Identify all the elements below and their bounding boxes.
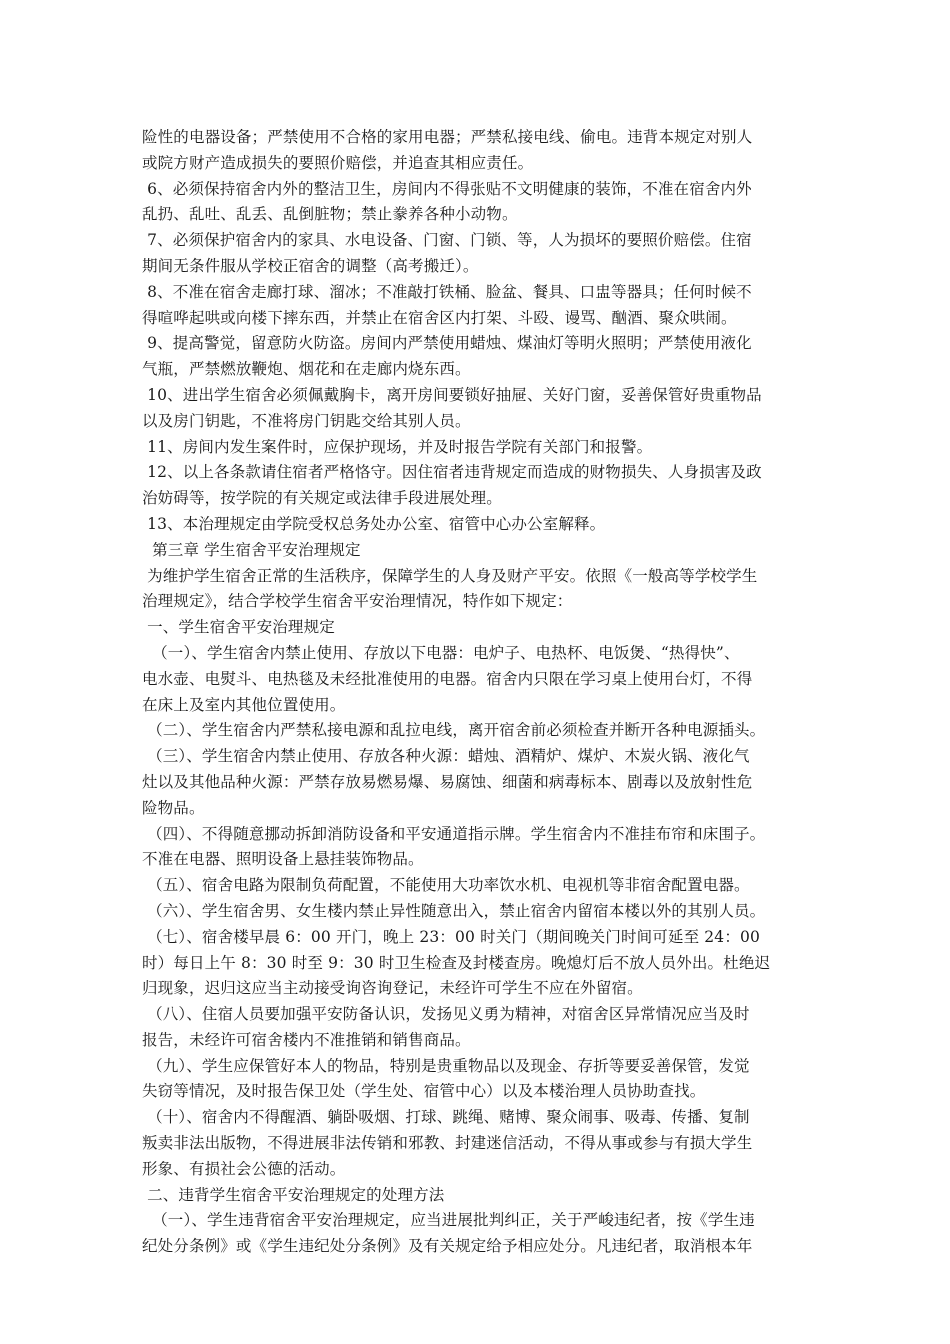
text-line: （一）、学生宿舍内禁止使用、存放以下电器：电炉子、电热杯、电饭煲、“热得快”、	[142, 643, 740, 662]
text-line: 6、必须保持宿舍内外的整洁卫生，房间内不得张贴不文明健康的装饰，不准在宿舍内外	[142, 179, 752, 198]
text-line: 在床上及室内其他位置使用。	[142, 695, 346, 714]
text-line: （七）、宿舍楼早晨 6：00 开门，晚上 23：00 时关门（期间晚关门时间可延至 24：00	[142, 927, 760, 946]
text-line: （六）、学生宿舍男、女生楼内禁止异性随意出入，禁止宿舍内留宿本楼以外的其别人员。	[142, 901, 766, 920]
text-line: 气瓶，严禁燃放鞭炮、烟花和在走廊内烧东西。	[142, 360, 471, 379]
text-line: 叛卖非法出版物，不得进展非法传销和邪教、封建迷信活动，不得从事或参与有损大学生	[142, 1134, 753, 1153]
text-line: 治妨碍等，按学院的有关规定或法律手段进展处理。	[142, 489, 502, 508]
text-line: 10、进出学生宿舍必须佩戴胸卡，离开房间要锁好抽屉、关好门窗，妥善保管好贵重物品	[142, 385, 762, 404]
text-line: 期间无条件服从学校正宿舍的调整（高考搬迁）。	[142, 256, 479, 275]
text-line: 一、学生宿舍平安治理规定	[142, 618, 335, 637]
text-line: 电水壶、电熨斗、电热毯及未经批准使用的电器。宿舍内只限在学习桌上使用台灯，不得	[142, 669, 753, 688]
document-body	[142, 125, 822, 1260]
text-line: 乱扔、乱吐、乱丢、乱倒脏物；禁止豢养各种小动物。	[142, 205, 518, 224]
text-line: 灶以及其他品种火源：严禁存放易燃易爆、易腐蚀、细菌和病毒标本、剧毒以及放射性危	[142, 772, 753, 791]
text-line: 形象、有损社会公德的活动。	[142, 1159, 346, 1178]
text-line: 时）每日上午 8：30 时至 9：30 时卫生检查及封楼查房。晚熄灯后不放人员外出。杜绝迟	[142, 953, 771, 972]
text-line: 8、不准在宿舍走廊打球、溜冰；不准敲打铁桶、脸盆、餐具、口盅等器具；任何时候不	[142, 282, 752, 301]
text-line: 险物品。	[142, 798, 205, 817]
text-line: 为维护学生宿舍正常的生活秩序，保障学生的人身及财产平安。依照《一般高等学校学生	[142, 566, 758, 585]
text-line: 纪处分条例》或《学生违纪处分条例》及有关规定给予相应处分。凡违纪者，取消根本年	[142, 1237, 753, 1256]
text-line: 12、以上各条款请住宿者严格恪守。因住宿者违背规定而造成的财物损失、人身损害及政	[142, 463, 762, 482]
text-line: 归现象，迟归这应当主动接受询咨询登记，未经许可学生不应在外留宿。	[142, 979, 643, 998]
text-line: 11、房间内发生案件时，应保护现场，并及时报告学院有关部门和报警。	[142, 437, 653, 456]
text-line: 二、违背学生宿舍平安治理规定的处理方法	[142, 1185, 445, 1204]
text-line: 治理规定》，结合学校学生宿舍平安治理情况，特作如下规定：	[142, 592, 573, 611]
text-line: 或院方财产造成损失的要照价赔偿，并追查其相应责任。	[142, 153, 534, 172]
text-line: （五）、宿舍电路为限制负荷配置，不能使用大功率饮水机、电视机等非宿舍配置电器。	[142, 876, 750, 895]
text-line: 9、提高警觉，留意防火防盗。房间内严禁使用蜡烛、煤油灯等明火照明；严禁使用液化	[142, 334, 752, 353]
text-line: 13、本治理规定由学院受权总务处办公室、宿管中心办公室解释。	[142, 514, 606, 533]
text-line: 报告，未经许可宿舍楼内不准推销和销售商品。	[142, 1030, 471, 1049]
text-line: 不准在电器、照明设备上悬挂装饰物品。	[142, 850, 424, 869]
text-line: （一）、学生违背宿舍平安治理规定，应当进展批判纠正，关于严峻违纪者，按《学生违	[142, 1211, 755, 1230]
text-line: （九）、学生应保管好本人的物品，特别是贵重物品以及现金、存折等要妥善保管，发觉	[142, 1056, 750, 1075]
text-line: 7、必须保护宿舍内的家具、水电设备、门窗、门锁、等，人为损坏的要照价赔偿。住宿	[142, 231, 752, 250]
text-line: （二）、学生宿舍内严禁私接电源和乱拉电线，离开宿舍前必须检查并断开各种电源插头。	[142, 721, 766, 740]
text-line: 险性的电器设备；严禁使用不合格的家用电器；严禁私接电线、偷电。违背本规定对别人	[142, 128, 753, 146]
text-line: （八）、住宿人员要加强平安防备认识，发扬见义勇为精神，对宿舍区异常情况应当及时	[142, 1005, 750, 1024]
text-line: （四）、不得随意挪动拆卸消防设备和平安通道指示牌。学生宿舍内不准挂布帘和床围子。	[142, 824, 766, 843]
text-line: 第三章 学生宿舍平安治理规定	[142, 540, 361, 559]
text-line: （十）、宿舍内不得醒酒、躺卧吸烟、打球、跳绳、赌博、聚众闹事、吸毒、传播、复制	[142, 1108, 750, 1127]
text-line: 以及房门钥匙，不准将房门钥匙交给其别人员。	[142, 411, 471, 430]
text-line: 得喧哗起哄或向楼下摔东西，并禁止在宿舍区内打架、斗殴、谩骂、酗酒、聚众哄闹。	[142, 308, 737, 327]
text-line: （三）、学生宿舍内禁止使用、存放各种火源：蜡烛、酒精炉、煤炉、木炭火锅、液化气	[142, 747, 750, 766]
text-line: 失窃等情况，及时报告保卫处（学生处、宿管中心）以及本楼治理人员协助查找。	[142, 1082, 706, 1101]
